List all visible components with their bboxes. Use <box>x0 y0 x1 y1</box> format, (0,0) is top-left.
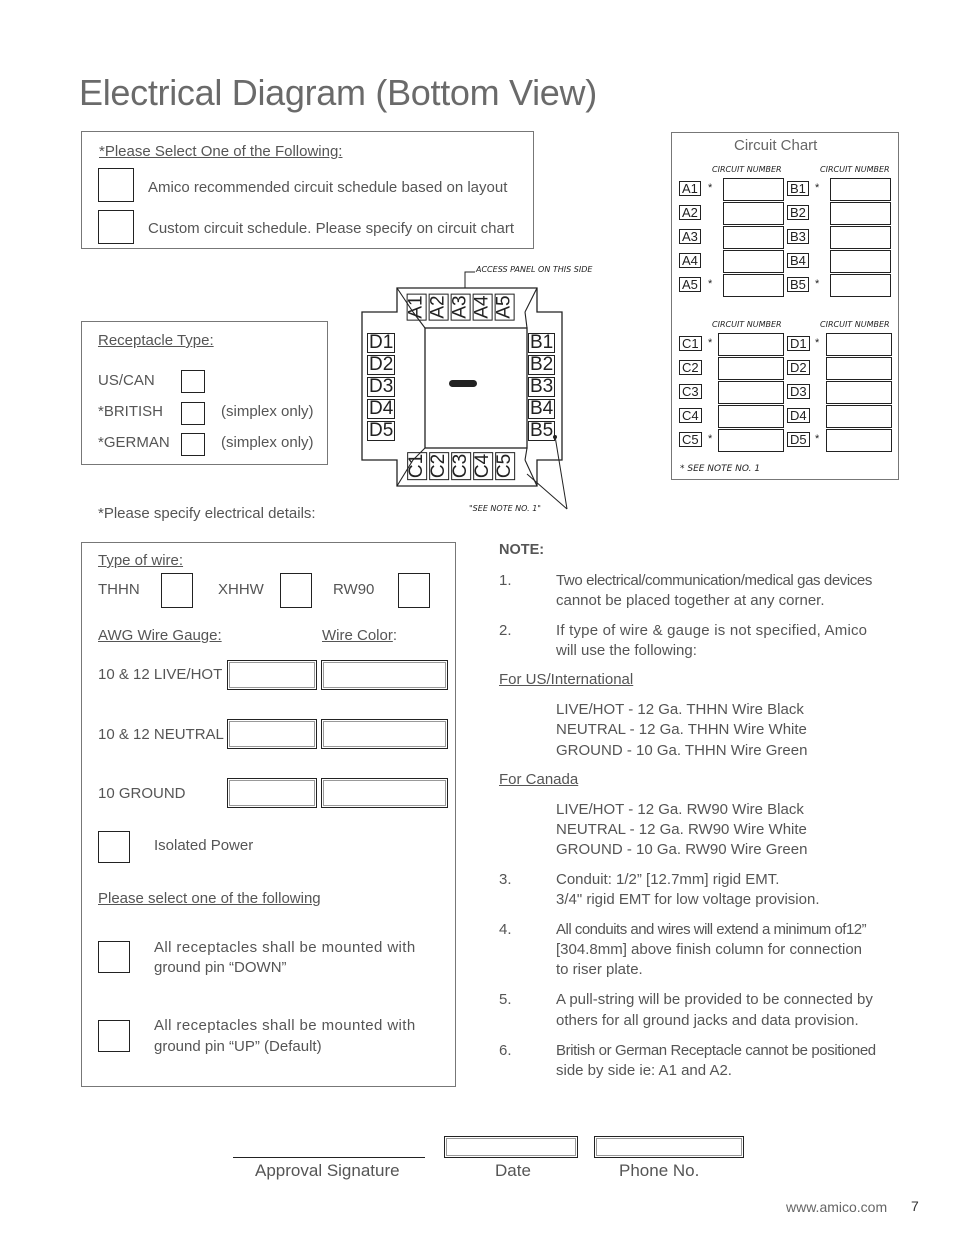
circuit-number-header: CIRCUIT NUMBER <box>712 320 782 329</box>
receptacle-german-checkbox[interactable] <box>181 433 205 456</box>
isolated-power-label: Isolated Power <box>154 837 254 854</box>
ground-pin-up-line1: All receptacles shall be mounted with <box>154 1017 416 1034</box>
custom-schedule-label: Custom circuit schedule. Please specify on circuit chart <box>148 220 514 237</box>
ca-line-ground: GROUND - 10 Ga. RW90 Wire Green <box>556 841 808 858</box>
page-title: Electrical Diagram (Bottom View) <box>79 72 597 113</box>
note-4-number: 4. <box>499 921 512 938</box>
receptacle-us-can-checkbox[interactable] <box>181 370 205 393</box>
wire-type-rw90-label: RW90 <box>333 581 375 598</box>
note-6-number: 6. <box>499 1042 512 1059</box>
wire-type-xhhw-label: XHHW <box>218 581 264 598</box>
custom-schedule-checkbox[interactable] <box>98 210 134 244</box>
circuit-label-a2: A2 <box>679 205 701 220</box>
note-2-number: 2. <box>499 622 512 639</box>
note-1-line2: cannot be placed together at any corner. <box>556 592 825 609</box>
circuit-input-b3[interactable] <box>830 226 891 249</box>
wire-type-thhn-checkbox[interactable] <box>161 573 193 608</box>
ground-color-input[interactable] <box>321 778 448 808</box>
port-a5: A5 <box>493 295 515 319</box>
neutral-label: 10 & 12 NEUTRAL <box>98 726 224 743</box>
circuit-label-c2: C2 <box>679 360 702 375</box>
circuit-input-b4[interactable] <box>830 250 891 273</box>
wire-color-heading-colon: : <box>392 627 398 644</box>
neutral-color-input[interactable] <box>321 719 448 749</box>
circuit-input-c3[interactable] <box>718 381 784 404</box>
port-c4: C4 <box>472 453 494 479</box>
circuit-label-b4: B4 <box>787 253 809 268</box>
note-3-line2: 3/4" rigid EMT for low voltage provision. <box>556 891 820 908</box>
circuit-label-c5: C5 <box>679 432 702 447</box>
phone-input[interactable] <box>594 1136 744 1158</box>
note-1-line1: Two electrical/communication/medical gas devices <box>556 572 872 589</box>
port-d3: D3 <box>369 376 394 397</box>
circuit-chart <box>671 132 899 480</box>
access-panel-note: ACCESS PANEL ON THIS SIDE <box>476 265 593 274</box>
circuit-label-c4: C4 <box>679 408 702 423</box>
note-5-line1: A pull-string will be provided to be connected by <box>556 991 873 1008</box>
circuit-input-d3[interactable] <box>826 381 892 404</box>
circuit-input-d5[interactable] <box>826 429 892 452</box>
circuit-label-d2: D2 <box>787 360 810 375</box>
circuit-label-a3: A3 <box>679 229 701 244</box>
footer-url[interactable]: www.amico.com <box>786 1199 888 1215</box>
column-bottom-view-diagram <box>355 260 593 520</box>
port-a4: A4 <box>471 295 493 319</box>
wire-color-heading-text: Wire Color <box>322 627 393 644</box>
receptacle-type-box <box>81 321 328 465</box>
circuit-asterisk: * <box>708 278 713 290</box>
receptacle-british-note: (simplex only) <box>221 403 314 420</box>
port-b1: B1 <box>530 332 554 353</box>
note-3-number: 3. <box>499 871 512 888</box>
us-line-neutral: NEUTRAL - 12 Ga. THHN Wire White <box>556 721 807 738</box>
circuit-input-d4[interactable] <box>826 405 892 428</box>
wire-details-box <box>81 542 456 1087</box>
circuit-input-a4[interactable] <box>723 250 784 273</box>
circuit-chart-title: Circuit Chart <box>734 137 818 154</box>
recommended-schedule-checkbox[interactable] <box>98 168 134 202</box>
circuit-label-a5: A5 <box>679 277 701 292</box>
circuit-number-header: CIRCUIT NUMBER <box>712 165 782 174</box>
port-b2: B2 <box>530 354 554 375</box>
see-note-label: "SEE NOTE NO. 1" <box>469 504 541 513</box>
circuit-input-d2[interactable] <box>826 357 892 380</box>
port-b4: B4 <box>530 398 554 419</box>
mount-select-heading: Please select one of the following <box>98 890 321 907</box>
circuit-asterisk: * <box>815 433 820 445</box>
circuit-label-d3: D3 <box>787 384 810 399</box>
wire-type-xhhw-checkbox[interactable] <box>280 573 312 608</box>
circuit-input-d1[interactable] <box>826 333 892 356</box>
port-c2: C2 <box>428 453 450 479</box>
port-c1: C1 <box>406 453 428 479</box>
circuit-schedule-selection <box>81 131 534 249</box>
circuit-input-b1[interactable] <box>830 178 891 201</box>
circuit-asterisk: * <box>815 278 820 290</box>
port-d4: D4 <box>369 398 394 419</box>
live-hot-label: 10 & 12 LIVE/HOT <box>98 666 223 683</box>
ground-label: 10 GROUND <box>98 785 186 802</box>
phone-label: Phone No. <box>619 1161 700 1180</box>
port-d5: D5 <box>369 420 394 441</box>
approval-signature-label: Approval Signature <box>255 1161 400 1180</box>
circuit-label-d1: D1 <box>787 336 810 351</box>
port-b3: B3 <box>530 376 554 397</box>
live-hot-gauge-input[interactable] <box>227 660 317 690</box>
circuit-asterisk: * <box>815 182 820 194</box>
wire-color-heading <box>322 627 397 644</box>
date-input[interactable] <box>444 1136 578 1158</box>
port-c5: C5 <box>494 453 516 479</box>
circuit-label-b1: B1 <box>787 181 809 196</box>
electrical-details-prompt: *Please specify electrical details: <box>98 505 316 522</box>
circuit-input-a2[interactable] <box>723 202 784 225</box>
note-2-line2: will use the following: <box>556 642 697 659</box>
port-a3: A3 <box>449 295 471 319</box>
ground-pin-down-checkbox[interactable] <box>98 941 130 973</box>
circuit-chart-footnote: * SEE NOTE NO. 1 <box>680 464 761 474</box>
live-hot-color-input[interactable] <box>321 660 448 690</box>
circuit-asterisk: * <box>815 337 820 349</box>
circuit-asterisk: * <box>708 182 713 194</box>
wire-type-heading: Type of wire: <box>98 552 184 569</box>
note-4-line2: [304.8mm] above finish column for connection <box>556 941 862 958</box>
circuit-label-d5: D5 <box>787 432 810 447</box>
selection-heading: *Please Select One of the Following: <box>99 143 343 160</box>
wire-type-thhn-label: THHN <box>98 581 140 598</box>
wire-type-rw90-checkbox[interactable] <box>398 573 430 608</box>
note-5-number: 5. <box>499 991 512 1008</box>
note-4-line1: All conduits and wires will extend a minimum of12” <box>556 921 867 938</box>
note-6-line1: British or German Receptacle cannot be positioned <box>556 1042 876 1059</box>
us-line-ground: GROUND - 10 Ga. THHN Wire Green <box>556 742 808 759</box>
ground-gauge-input[interactable] <box>227 778 317 808</box>
us-line-live: LIVE/HOT - 12 Ga. THHN Wire Black <box>556 701 804 718</box>
note-4-line3: to riser plate. <box>556 961 643 978</box>
ground-pin-up-line2: ground pin “UP” (Default) <box>154 1038 322 1055</box>
receptacle-us-can-label: US/CAN <box>98 372 155 389</box>
canada-heading: For Canada <box>499 771 579 788</box>
circuit-number-header: CIRCUIT NUMBER <box>820 165 890 174</box>
circuit-label-b2: B2 <box>787 205 809 220</box>
receptacle-british-checkbox[interactable] <box>181 402 205 425</box>
note-3-line1: Conduit: 1/2” [12.7mm] rigid EMT. <box>556 871 780 888</box>
circuit-asterisk: * <box>708 433 713 445</box>
port-a2: A2 <box>427 295 449 319</box>
ground-pin-up-checkbox[interactable] <box>98 1020 130 1052</box>
awg-gauge-heading: AWG Wire Gauge: <box>98 627 222 644</box>
circuit-label-d4: D4 <box>787 408 810 423</box>
ground-pin-down-line1: All receptacles shall be mounted with <box>154 939 416 956</box>
receptacle-german-note: (simplex only) <box>221 434 314 451</box>
notes-heading: NOTE: <box>499 542 545 558</box>
circuit-label-b5: B5 <box>787 277 809 292</box>
circuit-asterisk: * <box>708 337 713 349</box>
note-2-line1: If type of wire & gauge is not specified, Amico <box>556 622 868 639</box>
ground-pin-down-line2: ground pin “DOWN” <box>154 959 287 976</box>
port-c3: C3 <box>450 453 472 479</box>
circuit-input-a5[interactable] <box>723 274 784 297</box>
isolated-power-checkbox[interactable] <box>98 831 130 863</box>
receptacle-german-label: *GERMAN <box>98 434 170 451</box>
circuit-label-a4: A4 <box>679 253 701 268</box>
circuit-label-b3: B3 <box>787 229 809 244</box>
port-b5: B5 <box>530 420 554 441</box>
circuit-label-c1: C1 <box>679 336 702 351</box>
port-d2: D2 <box>369 354 394 375</box>
circuit-input-c4[interactable] <box>718 405 784 428</box>
circuit-input-c1[interactable] <box>718 333 784 356</box>
circuit-input-b2[interactable] <box>830 202 891 225</box>
date-label: Date <box>495 1161 531 1180</box>
circuit-input-b5[interactable] <box>830 274 891 297</box>
note-1-number: 1. <box>499 572 512 589</box>
circuit-label-a1: A1 <box>679 181 701 196</box>
port-a1: A1 <box>405 295 427 319</box>
circuit-label-c3: C3 <box>679 384 702 399</box>
ca-line-neutral: NEUTRAL - 12 Ga. RW90 Wire White <box>556 821 807 838</box>
receptacle-heading: Receptacle Type: <box>98 332 214 349</box>
signature-line[interactable] <box>233 1157 425 1158</box>
ca-line-live: LIVE/HOT - 12 Ga. RW90 Wire Black <box>556 801 804 818</box>
circuit-input-c2[interactable] <box>718 357 784 380</box>
page-number: 7 <box>911 1198 919 1214</box>
neutral-gauge-input[interactable] <box>227 719 317 749</box>
note-6-line2: side by side ie: A1 and A2. <box>556 1062 732 1079</box>
circuit-input-a3[interactable] <box>723 226 784 249</box>
circuit-input-a1[interactable] <box>723 178 784 201</box>
circuit-number-header: CIRCUIT NUMBER <box>820 320 890 329</box>
us-international-heading: For US/International <box>499 671 634 688</box>
recommended-schedule-label: Amico recommended circuit schedule based on layout <box>148 179 508 196</box>
receptacle-british-label: *BRITISH <box>98 403 164 420</box>
notes-section <box>499 540 919 1100</box>
circuit-input-c5[interactable] <box>718 429 784 452</box>
note-5-line2: others for all ground jacks and data provision. <box>556 1012 859 1029</box>
port-d1: D1 <box>369 332 394 353</box>
